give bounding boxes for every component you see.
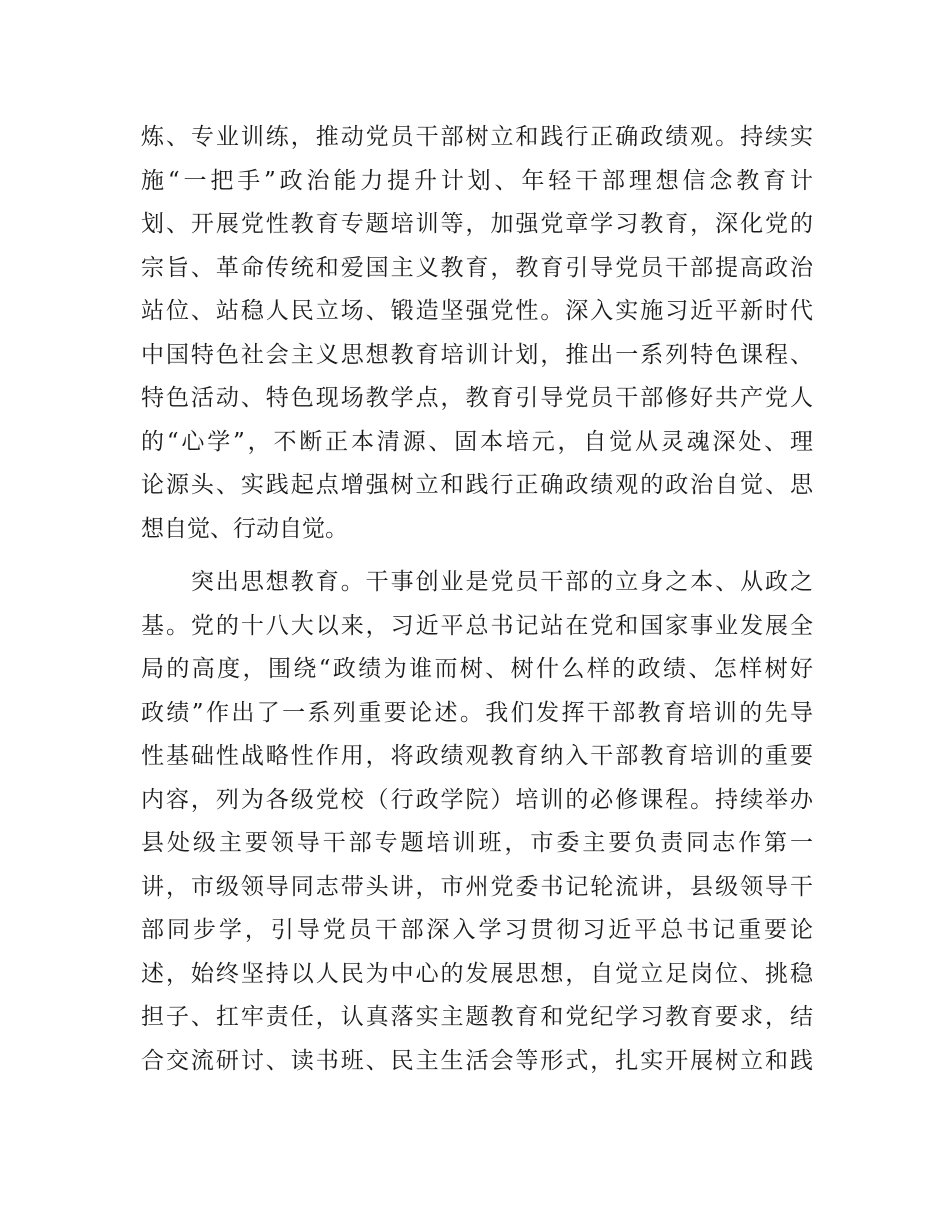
text-line: 讲，市级领导同志带头讲，市州党委书记轮流讲，县级领导干 [141,873,813,900]
text-line: 的“心学”，不断正本清源、固本培元，自觉从灵魂深处、理 [141,428,813,455]
text-line: 想自觉、行动自觉。 [141,515,348,542]
text-line: 担子、扛牢责任，认真落实主题教育和党纪学习教育要求，结 [141,1004,813,1030]
text-line: 合交流研讨、读书班、民主生活会等形式，扎实开展树立和践 [141,1047,813,1074]
text-line: 突出思想教育。干事创业是党员干部的立身之本、从政之 [141,569,813,595]
text-line: 中国特色社会主义思想教育培训计划，推出一系列特色课程、 [141,341,813,368]
text-line: 论源头、实践起点增强树立和践行正确政绩观的政治自觉、思 [141,472,813,498]
text-line: 县处级主要领导干部专题培训班，市委主要负责同志作第一 [141,830,813,856]
text-line: 宗旨、革命传统和爱国主义教育，教育引导党员干部提高政治 [141,254,813,281]
text-line: 性基础性战略性作用，将政绩观教育纳入干部教育培训的重要 [141,743,813,769]
text-line: 炼、专业训练，推动党员干部树立和践行正确政绩观。持续实 [141,124,813,150]
paragraph-2 [141,561,813,1083]
text-line: 内容，列为各级党校（行政学院）培训的必修课程。持续举办 [141,786,813,813]
text-line: 述，始终坚持以人民为中心的发展思想，自觉立足岗位、挑稳 [141,960,813,987]
text-line: 站位、站稳人民立场、锻造坚强党性。深入实施习近平新时代 [141,298,813,324]
paragraph-1 [141,116,813,551]
text-line: 局的高度，围绕“政绩为谁而树、树什么样的政绩、怎样树好 [141,656,813,682]
text-line: 政绩”作出了一系列重要论述。我们发挥干部教育培训的先导 [141,699,813,726]
text-line: 特色活动、特色现场教学点，教育引导党员干部修好共产党人 [141,385,813,411]
text-line: 划、开展党性教育专题培训等，加强党章学习教育，深化党的 [141,211,813,237]
text-line: 部同步学，引导党员干部深入学习贯彻习近平总书记重要论 [141,917,813,943]
text-line: 施“一把手”政治能力提升计划、年轻干部理想信念教育计 [141,167,813,194]
text-line: 基。党的十八大以来，习近平总书记站在党和国家事业发展全 [141,612,813,639]
